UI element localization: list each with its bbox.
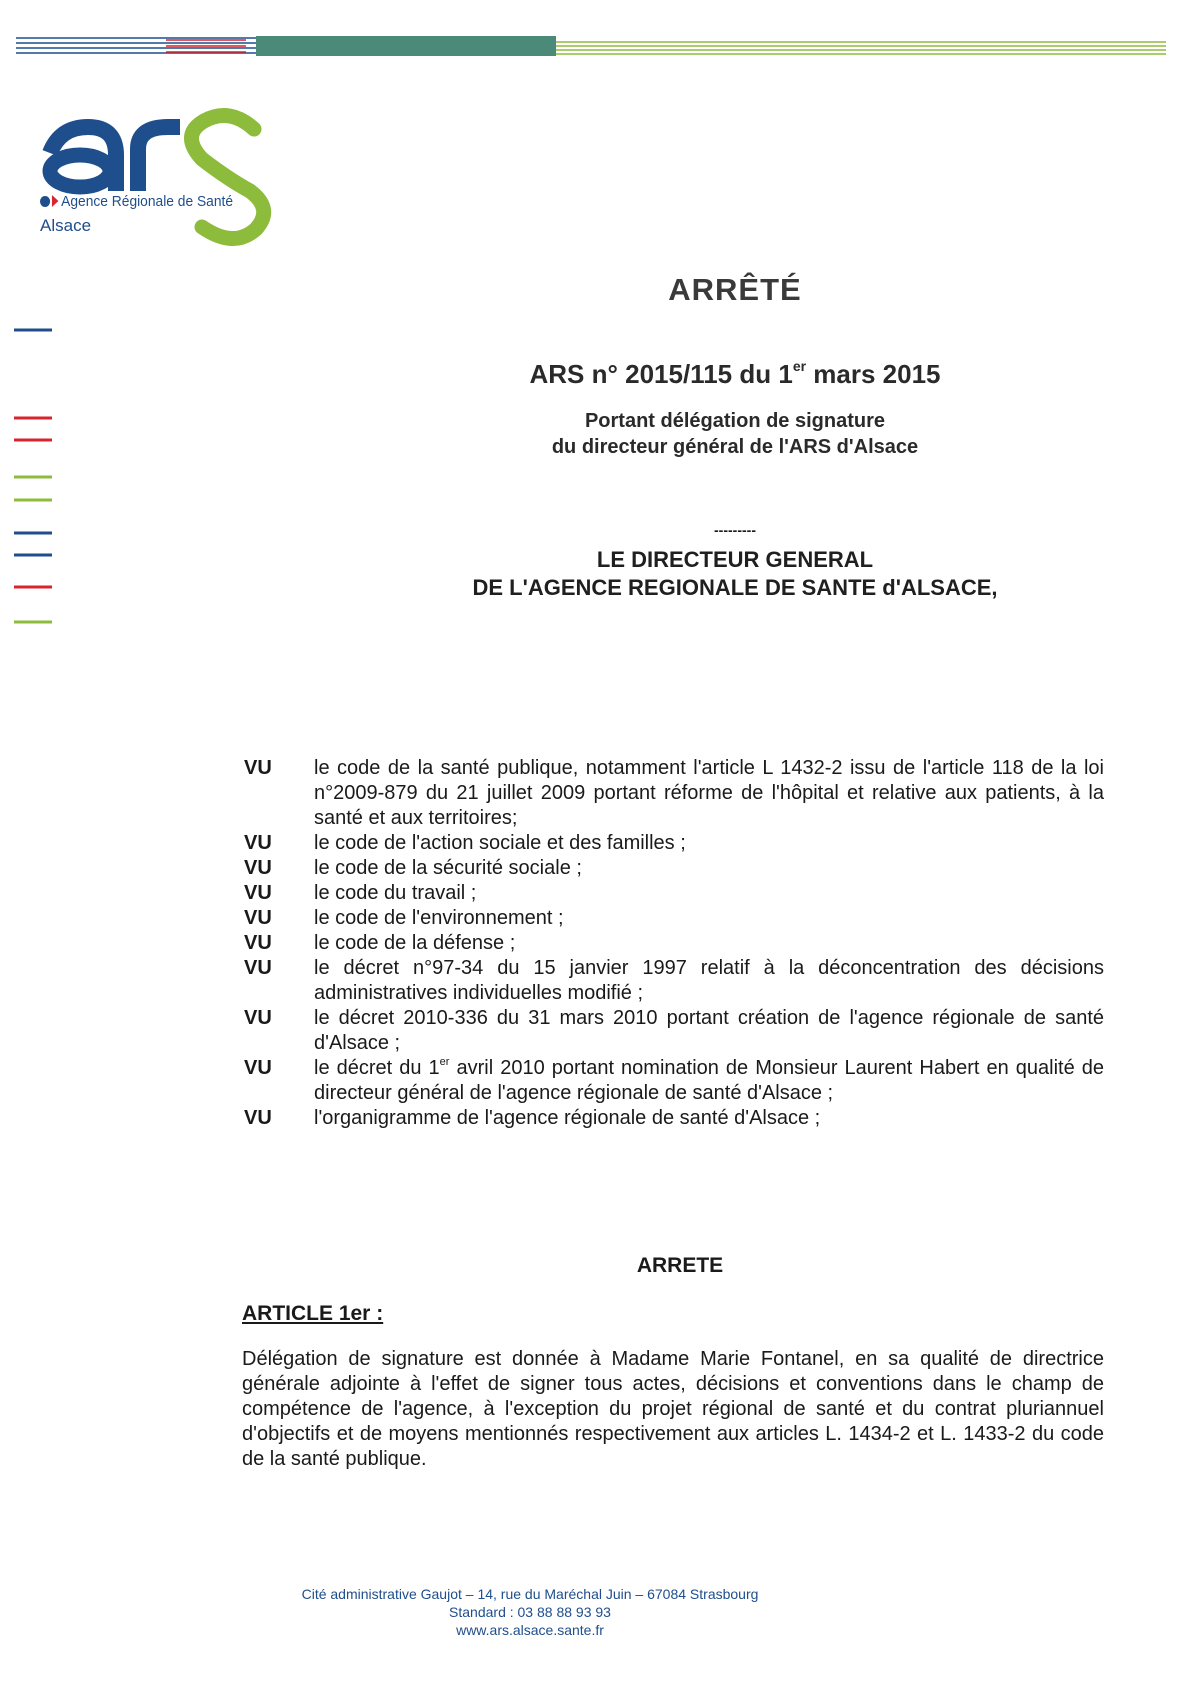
- side-decorative-marks: [14, 320, 60, 630]
- visa-text: le code de la défense ;: [314, 932, 516, 954]
- subtitle-line-1: Portant délégation de signature: [584, 410, 886, 432]
- director-line-2: DE L'AGENCE REGIONALE DE SANTE d'ALSACE,: [472, 575, 998, 600]
- visa-text: l'organigramme de l'agence régionale de santé d'Alsace ;: [314, 1107, 821, 1129]
- visa-label: VU: [244, 932, 272, 954]
- footer: [240, 1585, 820, 1639]
- visa-label: VU: [244, 1107, 272, 1129]
- logo-region: Alsace: [40, 216, 92, 235]
- separator: ---------: [714, 522, 756, 538]
- logo-dot-icon: [40, 196, 50, 207]
- footer-website[interactable]: www.ars.alsace.sante.fr: [456, 1622, 604, 1638]
- visa-label: VU: [244, 882, 272, 904]
- visa-label: VU: [244, 832, 272, 854]
- article-body: Délégation de signature est donnée à Madame Marie Fontanel, en sa qualité de directrice générale adjointe à l'effet de signer tous actes, décisions et conventions dans le champ de compétence de l'agence, à l'exception du projet régional de santé et du contrat pluriannuel d'objectifs et de moyens mentionnés respectivement aux articles L. 1434-2 et L. 1433-2 du code de la santé publique.: [242, 1348, 1104, 1470]
- visa-text: le code du travail ;: [314, 882, 477, 904]
- footer-phone: Standard : 03 88 88 93 93: [449, 1604, 611, 1620]
- logo-agency-name: Agence Régionale de Santé: [40, 192, 233, 212]
- director-line-1: LE DIRECTEUR GENERAL: [596, 547, 874, 572]
- visa-text: le code de l'action sociale et des familles ;: [314, 832, 686, 854]
- ars-logo: [30, 105, 300, 265]
- decision-heading: ARRETE: [636, 1254, 724, 1277]
- visa-label: VU: [244, 757, 272, 779]
- footer-address: Cité administrative Gaujot – 14, rue du Maréchal Juin – 67084 Strasbourg: [301, 1586, 759, 1602]
- visa-text: le décret du 1er avril 2010 portant nomination de Monsieur Laurent Habert en qualité de directeur général de l'agence régionale de santé d'Alsace ;: [314, 1056, 1104, 1104]
- subtitle-line-2: du directeur général de l'ARS d'Alsace: [551, 436, 919, 458]
- logo-arrow-icon: [52, 195, 58, 207]
- visa-text: le décret 2010-336 du 31 mars 2010 portant création de l'agence régionale de santé d'Alsace ;: [314, 1007, 1104, 1054]
- document-title: ARRÊTÉ: [668, 272, 802, 307]
- decree-number: ARS n° 2015/115 du 1er mars 2015: [529, 358, 941, 389]
- visa-label: VU: [244, 857, 272, 879]
- visa-label: VU: [244, 957, 272, 979]
- visa-label: VU: [244, 1007, 272, 1029]
- header-decorative-band: [16, 34, 1166, 62]
- article-title: ARTICLE 1er :: [242, 1302, 384, 1325]
- visa-text: le décret n°97-34 du 15 janvier 1997 relatif à la déconcentration des décisions administratives individuelles modifié ;: [314, 957, 1104, 1004]
- visa-text: le code de la sécurité sociale ;: [314, 857, 582, 879]
- visa-text: le code de l'environnement ;: [314, 907, 564, 929]
- visa-text: le code de la santé publique, notamment l'article L 1432-2 issu de l'article 118 de la loi n°2009-879 du 21 juillet 2009 portant réforme de l'hôpital et relative aux patients, à la santé et aux territoires;: [314, 757, 1104, 829]
- visa-label: VU: [244, 907, 272, 929]
- visa-label: VU: [244, 1057, 272, 1079]
